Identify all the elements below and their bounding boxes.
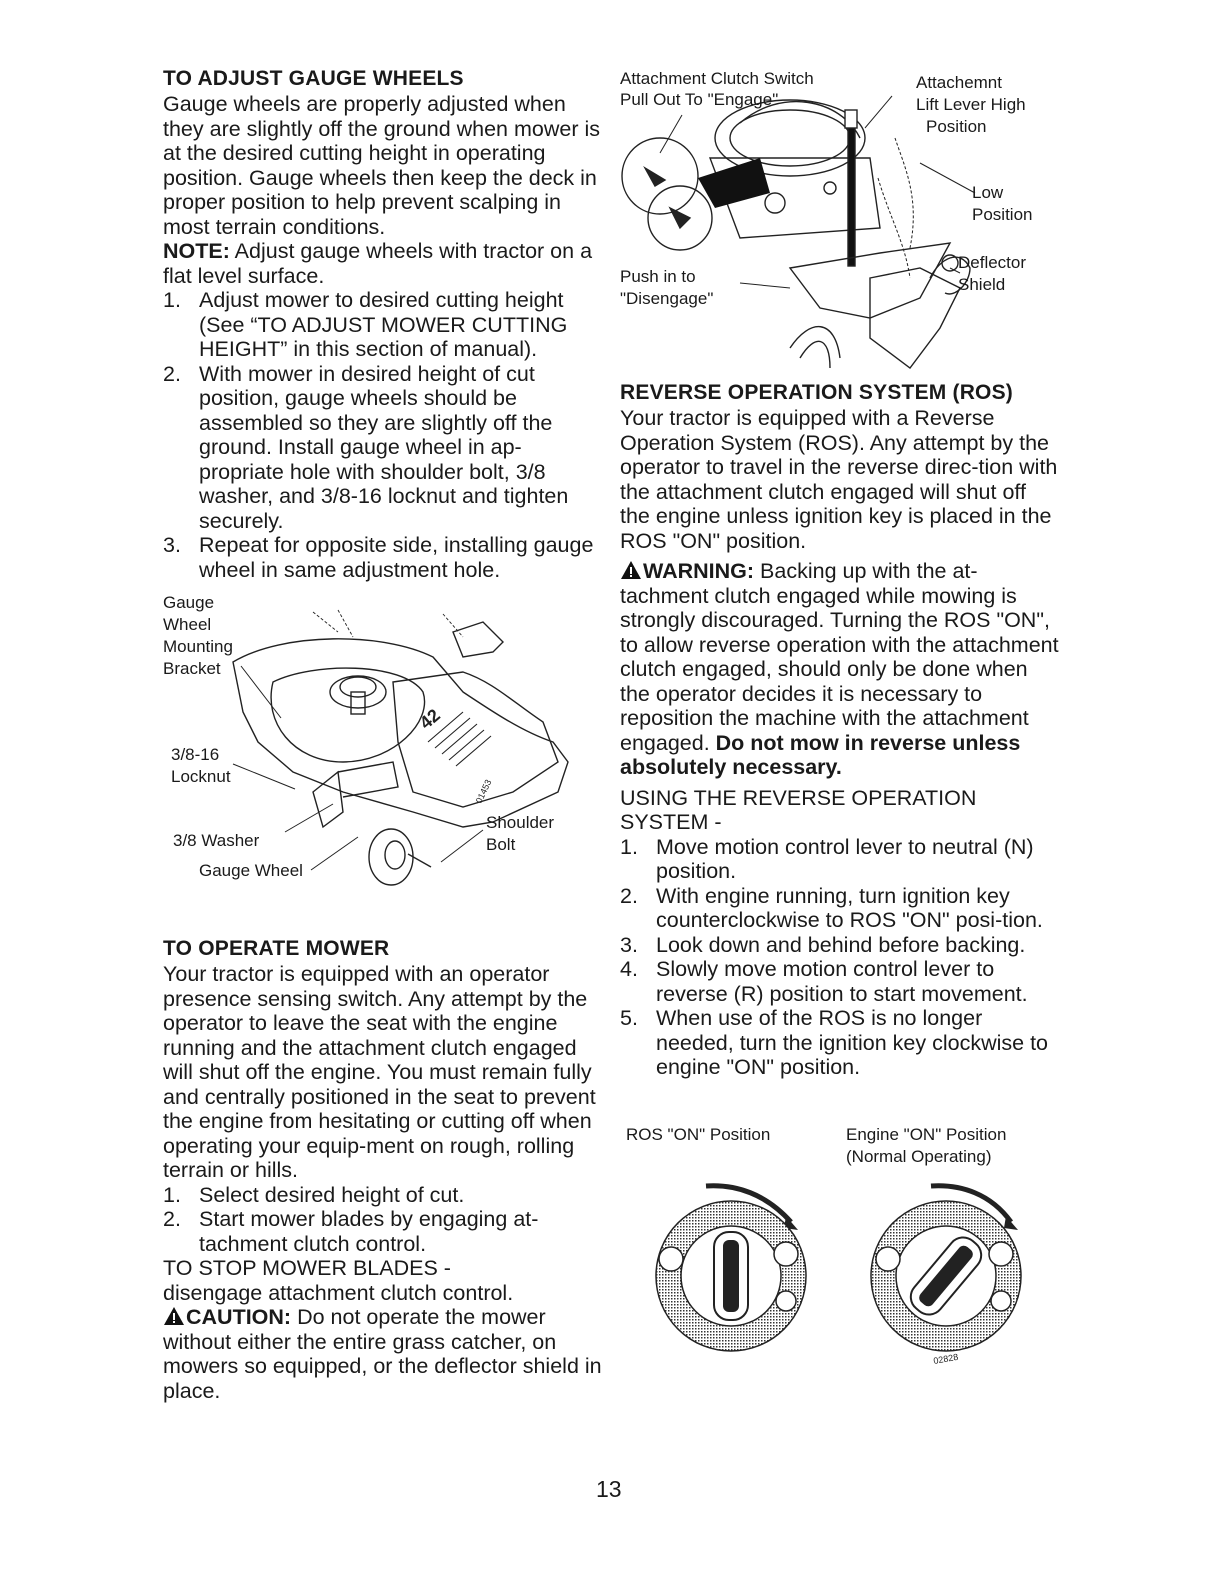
gauge-wheels-note — [163, 239, 603, 288]
bracket-label-1: Gauge — [163, 593, 215, 612]
ros-section — [620, 380, 1060, 1080]
caution-icon — [163, 1306, 185, 1326]
washer-label: 3/8 Washer — [173, 831, 260, 850]
list-item: 2. Start mower blades by engaging at-tachment clutch control. — [163, 1207, 539, 1256]
list-item: 1. Adjust mower to desired cutting height (See “TO ADJUST MOWER CUTTING HEIGHT” in this section of manual). — [163, 288, 568, 361]
list-item: 2. With engine running, turn ignition key counterclockwise to ROS "ON" posi-tion. — [620, 883, 1043, 932]
lift-lever-label-a: Attachemnt — [916, 73, 1002, 92]
clutch-switch-figure — [620, 68, 1060, 378]
locknut-label-2: Locknut — [171, 767, 231, 786]
list-item: 5. When use of the ROS is no longer needed, turn the ignition key clockwise to engine "ON" position. — [620, 1006, 1049, 1079]
list-item: 2. With mower in desired height of cut position, gauge wheels should be assembled so they are slightly off the ground. Install gauge wheel in ap-propriate hole with shoulder bolt, 3/8 washer, and 3/8-16 locknut and tighten securely. — [163, 361, 569, 533]
warning-bold: Do not mow in reverse unless absolutely necessary. — [620, 730, 1021, 779]
list-item: 1. Move motion control lever to neutral (N) position. — [620, 834, 1034, 883]
warning-label: WARNING: — [643, 559, 755, 583]
ros-heading: REVERSE OPERATION SYSTEM (ROS) — [620, 381, 1013, 404]
shoulder-bolt-label-2: Bolt — [486, 835, 516, 854]
operate-mower-heading: TO OPERATE MOWER — [163, 937, 390, 960]
lift-lever-label-b: Lift Lever High — [916, 95, 1026, 114]
deck-number: 42 — [415, 704, 444, 734]
gauge-wheels-section — [163, 66, 603, 582]
gauge-wheels-intro: Gauge wheels are properly adjusted when they are slightly off the ground when mower is at the desired cutting height in operating position. Gauge wheels then keep the deck in proper position to help prevent scalping in most terrain conditions. — [163, 92, 601, 239]
list-item: 1. Select desired height of cut. — [163, 1182, 465, 1207]
switch-part-code: 02828 — [932, 1351, 959, 1366]
ros-intro: Your tractor is equipped with a Reverse Operation System (ROS). Any attempt by the operator to travel in the reverse direc-tion with the attachment clutch engaged will shut off the engine unless ignition key is placed in the ROS "ON" position. — [620, 406, 1058, 553]
stop-blades-heading: TO STOP MOWER BLADES - — [163, 1256, 451, 1280]
gauge-wheels-steps — [163, 288, 603, 582]
ignition-switches-illustration — [626, 1124, 1046, 1384]
using-ros-heading: USING THE REVERSE OPERATION SYSTEM - — [620, 785, 977, 834]
bracket-label-2: Wheel — [163, 615, 212, 634]
stop-blades-text: disengage attachment clutch control. — [163, 1280, 514, 1305]
list-item: 4. Slowly move motion control lever to reverse (R) position to start movement. — [620, 957, 1028, 1006]
operate-mower-section — [163, 936, 603, 1403]
caution-paragraph — [163, 1305, 603, 1403]
shoulder-bolt-label-1: Shoulder — [486, 813, 555, 832]
clutch-label-1b: Pull Out To "Engage" — [620, 90, 779, 109]
ros-steps — [620, 835, 1060, 1080]
deflector-label-a: Deflector — [958, 253, 1027, 272]
warning-paragraph — [620, 559, 1060, 780]
normal-operating-label: (Normal Operating) — [846, 1147, 992, 1166]
gauge-wheels-heading: TO ADJUST GAUGE WHEELS — [163, 67, 464, 90]
operate-mower-intro: Your tractor is equipped with an operator presence sensing switch. Any attempt by the operator to leave the seat with the engine running and the attachment clutch engaged will shut off the engine. You must remain fully and centrally positioned in the seat to prevent the engine from hesitating or cutting off when operating your equip-ment on rough, rolling terrain or hills. — [163, 962, 596, 1182]
warning-text: Backing up with the at-tachment clutch engaged while mowing is strongly discouraged. Turning the ROS "ON", to allow reverse operation with the attachment clutch engaged, should only be done when the operator decides it is necessary to reposition the machine with the attachment engaged. — [620, 559, 1059, 755]
figure-part-code: 01453 — [473, 777, 494, 805]
clutch-label-1a: Attachment Clutch Switch — [620, 69, 814, 88]
engine-switch — [871, 1186, 1021, 1351]
warning-icon — [620, 560, 642, 580]
gauge-wheel-label: Gauge Wheel — [199, 861, 303, 880]
engine-on-label: Engine "ON" Position — [846, 1125, 1007, 1144]
low-position-label-a: Low — [972, 183, 1004, 202]
ignition-key-figure — [626, 1124, 1046, 1384]
deflector-label-b: Shield — [958, 275, 1006, 294]
caution-text: Do not operate the mower without either the entire grass catcher, on mowers so equipped, or the deflector shield in place. — [163, 1305, 602, 1403]
locknut-label-1: 3/8-16 — [171, 745, 220, 764]
caution-label: CAUTION: — [186, 1305, 292, 1329]
ros-on-label: ROS "ON" Position — [626, 1125, 771, 1144]
disengage-label-b: "Disengage" — [620, 289, 714, 308]
low-position-label-b: Position — [972, 205, 1033, 224]
bracket-label-3: Mounting — [163, 637, 233, 656]
list-item: 3. Repeat for opposite side, installing gauge wheel in same adjustment hole. — [163, 533, 594, 582]
note-text: Adjust gauge wheels with tractor on a flat level surface. — [163, 239, 593, 288]
disengage-label-a: Push in to — [620, 267, 696, 286]
page-number: 13 — [596, 1476, 622, 1502]
note-label: NOTE: — [163, 239, 230, 263]
gauge-wheel-figure — [163, 592, 583, 892]
bracket-label-4: Bracket — [163, 659, 221, 678]
list-item: 3. Look down and behind before backing. — [620, 932, 1026, 957]
operate-mower-steps — [163, 1183, 603, 1257]
ros-switch — [656, 1186, 806, 1351]
lift-lever-label-c: Position — [926, 117, 987, 136]
